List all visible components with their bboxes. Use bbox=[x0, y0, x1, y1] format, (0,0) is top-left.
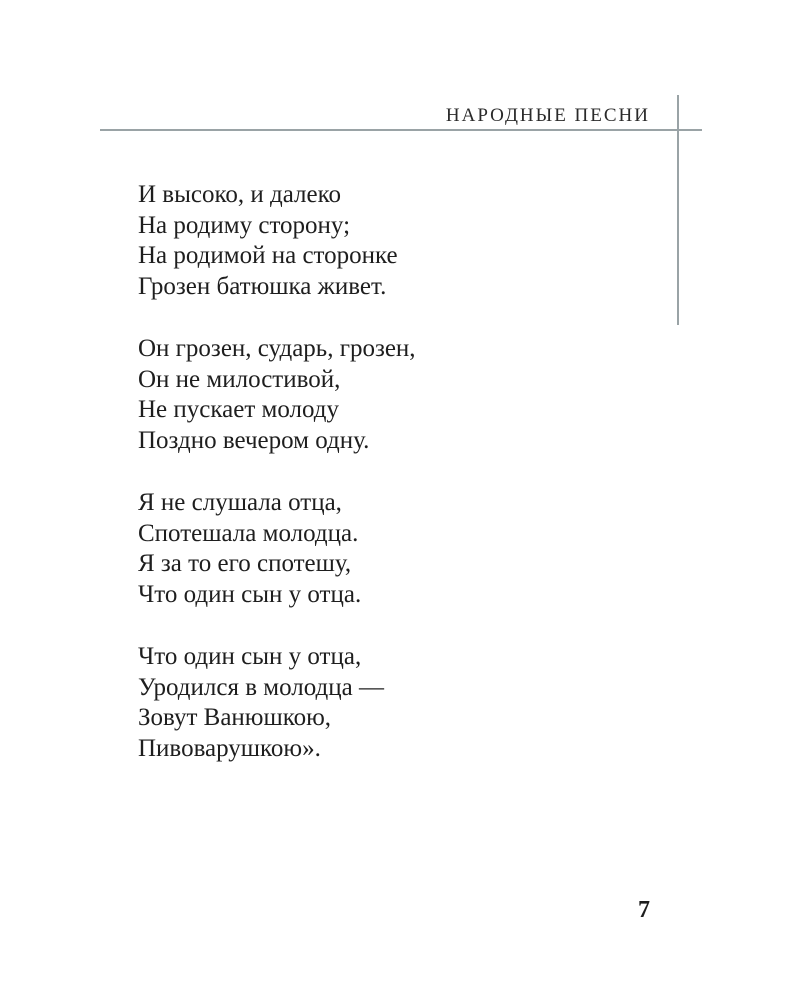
poem-line: Я не слушала отца, bbox=[138, 489, 342, 516]
poem-line: Спотешала молодца. bbox=[138, 519, 359, 547]
stanza-1 bbox=[138, 180, 638, 302]
stanza-2 bbox=[138, 334, 638, 456]
poem-line: На родимой на сторонке bbox=[138, 242, 398, 269]
poem-line: Что один сын у отца, bbox=[138, 643, 362, 670]
header-rule bbox=[100, 129, 702, 131]
poem-line: И высоко, и далеко bbox=[138, 181, 341, 208]
poem bbox=[138, 180, 638, 764]
poem-line: Зовут Ванюшкою, bbox=[138, 704, 332, 731]
page-number: 7 bbox=[638, 897, 650, 923]
poem-line: Не пускает молоду bbox=[138, 396, 339, 423]
poem-line: Пивоварушкою». bbox=[138, 734, 321, 762]
poem-line: Грозен батюшка живет. bbox=[138, 272, 387, 300]
stanza-4 bbox=[138, 642, 638, 764]
poem-line: На родиму сторону; bbox=[138, 211, 351, 239]
running-head: НАРОДНЫЕ ПЕСНИ bbox=[445, 105, 650, 126]
poem-line: Я за то его спотешу, bbox=[138, 550, 352, 577]
poem-line: Он грозен, сударь, грозен, bbox=[138, 335, 416, 362]
poem-line: Что один сын у отца. bbox=[138, 580, 362, 608]
poem-line: Поздно вечером одну. bbox=[138, 426, 370, 454]
poem-line: Он не милостивой, bbox=[138, 365, 341, 393]
poem-line: Уродился в молодца — bbox=[138, 673, 384, 701]
stanza-3 bbox=[138, 488, 638, 610]
